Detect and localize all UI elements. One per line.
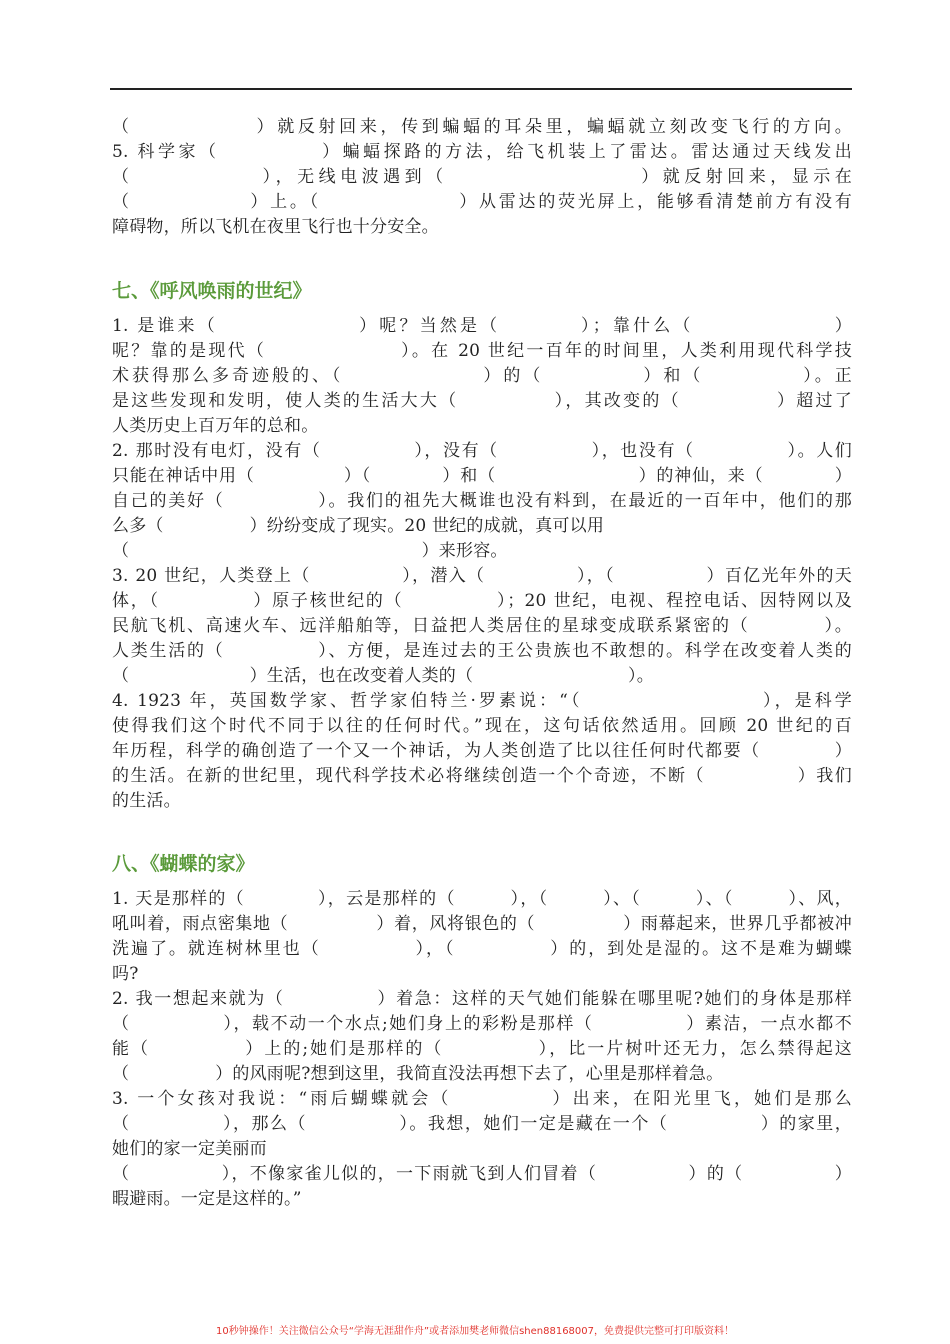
text-line: 呢？靠的是现代（ ）。在 20 世纪一百年的时间里，人类利用现代科学技	[112, 341, 852, 361]
text-line: （ ）就反射回来，传到蝙蝠的耳朵里，蝙蝠就立刻改变飞行的方向。	[112, 117, 852, 137]
text-line: 能（ ）上的;她们是那样的（ ），比一片树叶还无力，怎么禁得起这	[112, 1039, 852, 1059]
text-line: （ ），那么（ ）。我想，她们一定是藏在一个（ ）的家里，	[112, 1114, 852, 1134]
text-line: （ ），不像家雀儿似的，一下雨就飞到人们冒着（ ）的（ ）	[112, 1164, 852, 1184]
text-line: 洗遍了。就连树林里也（ ），（ ）的，到处是湿的。这不是难为蝴蝶	[112, 939, 852, 959]
text-line: （ ）生活，也在改变着人类的（ ）。	[112, 666, 654, 686]
text-line: 使得我们这个时代不同于以往的任何时代。”现在，这句话依然适用。回顾 20 世纪的百	[112, 716, 852, 736]
text-line: 术获得那么多奇迹般的、（ ）的（ ）和（ ）。正	[112, 366, 852, 386]
text-line: （ ），无线电波遇到（ ）就反射回来，显示在	[112, 167, 852, 187]
text-line: （ ）的风雨呢?想到这里，我简直没法再想下去了，心里是那样着急。	[112, 1064, 724, 1084]
top-rule	[110, 88, 852, 90]
text-line: 她们的家一定美丽而	[112, 1139, 267, 1159]
text-line: 体，（ ）原子核世纪的（ ）；20 世纪，电视、程控电话、因特网以及	[112, 591, 852, 611]
text-line: 障碍物，所以飞机在夜里飞行也十分安全。	[112, 217, 439, 237]
text-line: （ ）来形容。	[112, 541, 508, 561]
text-line: 是这些发现和发明，使人类的生活大大（ ），其改变的（ ）超过了	[112, 391, 852, 411]
text-line: 民航飞机、高速火车、远洋船舶等，日益把人类居住的星球变成联系紧密的（ ）。	[112, 616, 852, 636]
text-line: （ ）上。（ ）从雷达的荧光屏上，能够看清楚前方有没有	[112, 192, 852, 212]
text-line: 4. 1923 年，英国数学家、哲学家伯特兰·罗素说：“（ ），是科学	[112, 691, 852, 711]
text-line: 人类生活的（ ）、方便，是连过去的王公贵族也不敢想的。科学在改变着人类的	[112, 641, 852, 661]
text-line: 么多（ ）纷纷变成了现实。20 世纪的成就，真可以用	[112, 516, 605, 536]
text-line: 2. 那时没有电灯，没有（ ），没有（ ），也没有（ ）。人们	[112, 441, 852, 461]
text-line: 吗?	[112, 964, 139, 984]
text-line: 的生活。在新的世纪里，现代科学技术必将继续创造一个个奇迹，不断（ ）我们	[112, 766, 852, 786]
text-line: 只能在神话中用（ ）（ ）和（ ）的神仙，来（ ）	[112, 466, 852, 486]
text-line: 1. 天是那样的（ ），云是那样的（ ），（ ）、（ ）、（ ）、风，	[112, 889, 852, 909]
text-line: 2. 我一想起来就为（ ）着急：这样的天气她们能躲在哪里呢?她们的身体是那样	[112, 989, 852, 1009]
text-line: 3. 20 世纪，人类登上（ ），潜入（ ），（ ）百亿光年外的天	[112, 566, 852, 586]
section-heading-7: 七、《呼风唤雨的世纪》	[112, 280, 312, 302]
text-line: （ ），载不动一个水点;她们身上的彩粉是那样（ ）素洁，一点水都不	[112, 1014, 852, 1034]
section-heading-8: 八、《蝴蝶的家》	[112, 853, 255, 875]
footer-notice: 10秒钟操作！关注微信公众号“学海无涯甜作舟”或者添加樊老师微信shen88168007，免费提供完整可打印版资料！	[215, 1326, 735, 1337]
text-line: 自己的美好（ ）。我们的祖先大概谁也没有料到，在最近的一百年中，他们的那	[112, 491, 852, 511]
text-line: 吼叫着，雨点密集地（ ）着，风将银色的（ ）雨幕起来，世界几乎都被冲	[112, 914, 852, 934]
text-line: 年历程，科学的确创造了一个又一个神话，为人类创造了比以往任何时代都要（ ）	[112, 741, 852, 761]
text-line: 3. 一个女孩对我说：“雨后蝴蝶就会（ ）出来，在阳光里飞，她们是那么	[112, 1089, 852, 1109]
text-line: 人类历史上百万年的总和。	[112, 416, 319, 436]
text-line: 暇避雨。一定是这样的。”	[112, 1189, 302, 1209]
text-line: 5. 科学家（ ）蝙蝠探路的方法，给飞机装上了雷达。雷达通过天线发出	[112, 142, 852, 162]
text-line: 的生活。	[112, 791, 181, 811]
text-line: 1. 是谁来（ ）呢？当然是（ ）；靠什么（ ）	[112, 316, 852, 336]
